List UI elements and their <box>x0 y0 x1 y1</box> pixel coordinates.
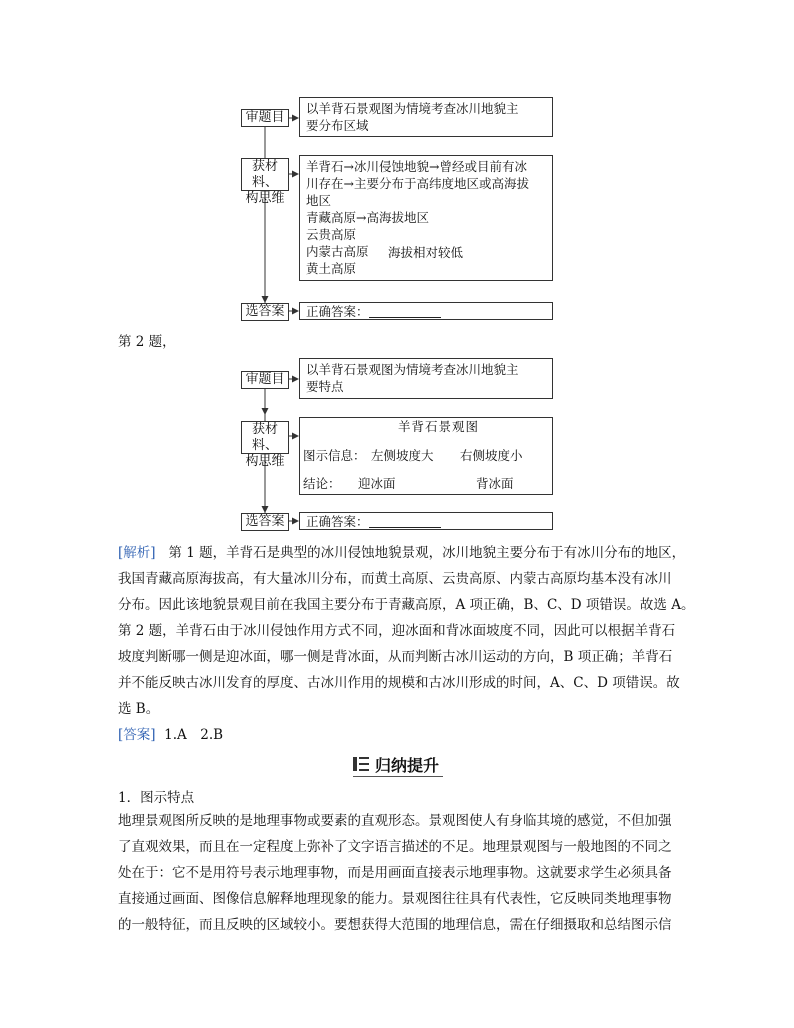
question-topic-line: 以羊背石景观图为情境考查冰川地貌主 <box>306 101 519 116</box>
answer-text: 1.A 2.B <box>164 727 224 743</box>
reasoning-line: 地区 <box>306 193 332 208</box>
step-gather-material-label: 构思维 <box>245 454 285 469</box>
step-review-question-box <box>241 109 289 127</box>
plateau-item: 云贵高原 <box>306 227 357 242</box>
step-gather-material-box <box>241 421 289 469</box>
step-review-question-label: 审题目 <box>245 110 285 125</box>
reasoning-line: 青藏高原→高海拔地区 <box>306 210 429 225</box>
reasoning-box <box>299 155 553 281</box>
plateau-item: 内蒙古高原 <box>306 244 369 259</box>
section-title-text: 归纳提升 <box>375 755 440 775</box>
analysis-line: 分布。因此该地貌景观目前在我国主要分布于青藏高原，A 项正确，B、C、D 项错误。故选 A。 <box>118 597 695 613</box>
body-line: 直接通过画面、图像信息解释地理现象的能力。景观图往往具有代表性，它反映同类地理事物 <box>118 891 672 907</box>
step-choose-answer-label: 选答案 <box>245 304 285 319</box>
section-title <box>353 752 439 776</box>
figure-info-label: 图示信息： <box>303 448 366 463</box>
subheading: 1．图示特点 <box>118 790 195 806</box>
analysis-line: 第 2 题，羊背石由于冰川侵蚀作用方式不同，迎冰面和背冰面坡度不同，因此可以根据羊背石 <box>118 623 676 639</box>
step-review-question-label: 审题目 <box>245 372 285 387</box>
plateau-note: 海拔相对较低 <box>388 245 464 260</box>
answer-blank <box>369 517 441 528</box>
analysis-line: 选 B。 <box>118 701 160 717</box>
answer-box <box>299 302 553 320</box>
analysis-tag: [解析] <box>118 545 156 561</box>
conclusion-label: 结论： <box>303 476 341 491</box>
step-gather-material-label: 获材料、 <box>251 159 278 190</box>
answer-prompt: 正确答案： <box>306 514 369 529</box>
body-line: 的一般特征，而且反映的区域较小。要想获得大范围的地理信息，需在仔细摄取和总结图示信 <box>118 917 672 933</box>
reasoning-line: 羊背石→冰川侵蚀地貌→曾经或目前有冰 <box>306 159 527 174</box>
reasoning-line: 川存在→主要分布于高纬度地区或高海拔 <box>306 176 529 191</box>
answer-blank <box>369 307 441 318</box>
answer-box <box>299 512 553 530</box>
stoss-side-conclusion: 迎冰面 <box>358 476 396 491</box>
analysis-line: 坡度判断哪一侧是迎冰面，哪一侧是背冰面，从而判断古冰川运动的方向，B 项正确；羊背石 <box>118 649 673 665</box>
answer-tag: [答案] <box>118 727 156 743</box>
analysis-line: 我国青藏高原海拔高，有大量冰川分布，而黄土高原、云贵高原、内蒙古高原均基本没有冰川 <box>118 571 672 587</box>
left-slope-info: 左侧坡度大 <box>371 448 434 463</box>
plateau-item: 黄土高原 <box>306 261 357 276</box>
landscape-figure-title: 羊背石景观图 <box>398 419 480 434</box>
answer-prompt: 正确答案： <box>306 304 369 319</box>
question-topic-line: 要特点 <box>306 379 344 394</box>
question-topic-line: 要分布区域 <box>306 118 369 133</box>
step-gather-material-box <box>241 158 289 206</box>
body-line: 处在于：它不是用符号表示地理事物，而是用画面直接表示地理事物。这就要求学生必须具备 <box>118 865 672 881</box>
section-title-icon <box>353 757 369 771</box>
step-choose-answer-label: 选答案 <box>245 514 285 529</box>
step-choose-answer-box <box>241 513 289 531</box>
step-gather-material-label: 获材料、 <box>251 422 278 453</box>
body-line: 地理景观图所反映的是地理事物或要素的直观形态。景观图使人有身临其境的感觉，不但加强 <box>118 813 672 829</box>
question-topic-box <box>299 97 553 137</box>
right-slope-info: 右侧坡度小 <box>460 448 523 463</box>
body-line: 了直观效果，而且在一定程度上弥补了文字语言描述的不足。地理景观图与一般地图的不同之 <box>118 839 672 855</box>
question-topic-line: 以羊背石景观图为情境考查冰川地貌主 <box>306 362 519 377</box>
analysis-line: 第 1 题，羊背石是典型的冰川侵蚀地貌景观，冰川地貌主要分布于有冰川分布的地区， <box>168 545 686 561</box>
section-title-underline <box>353 776 443 777</box>
question-topic-box <box>299 358 553 399</box>
lee-side-conclusion: 背冰面 <box>476 476 514 491</box>
step-choose-answer-box <box>241 303 289 321</box>
step-review-question-box <box>241 371 289 389</box>
step-gather-material-label: 构思维 <box>245 191 285 206</box>
question-2-heading: 第 2 题， <box>118 334 176 350</box>
analysis-line: 并不能反映古冰川发育的厚度、古冰川作用的规模和古冰川形成的时间，A、C、D 项错误。故 <box>118 675 680 691</box>
